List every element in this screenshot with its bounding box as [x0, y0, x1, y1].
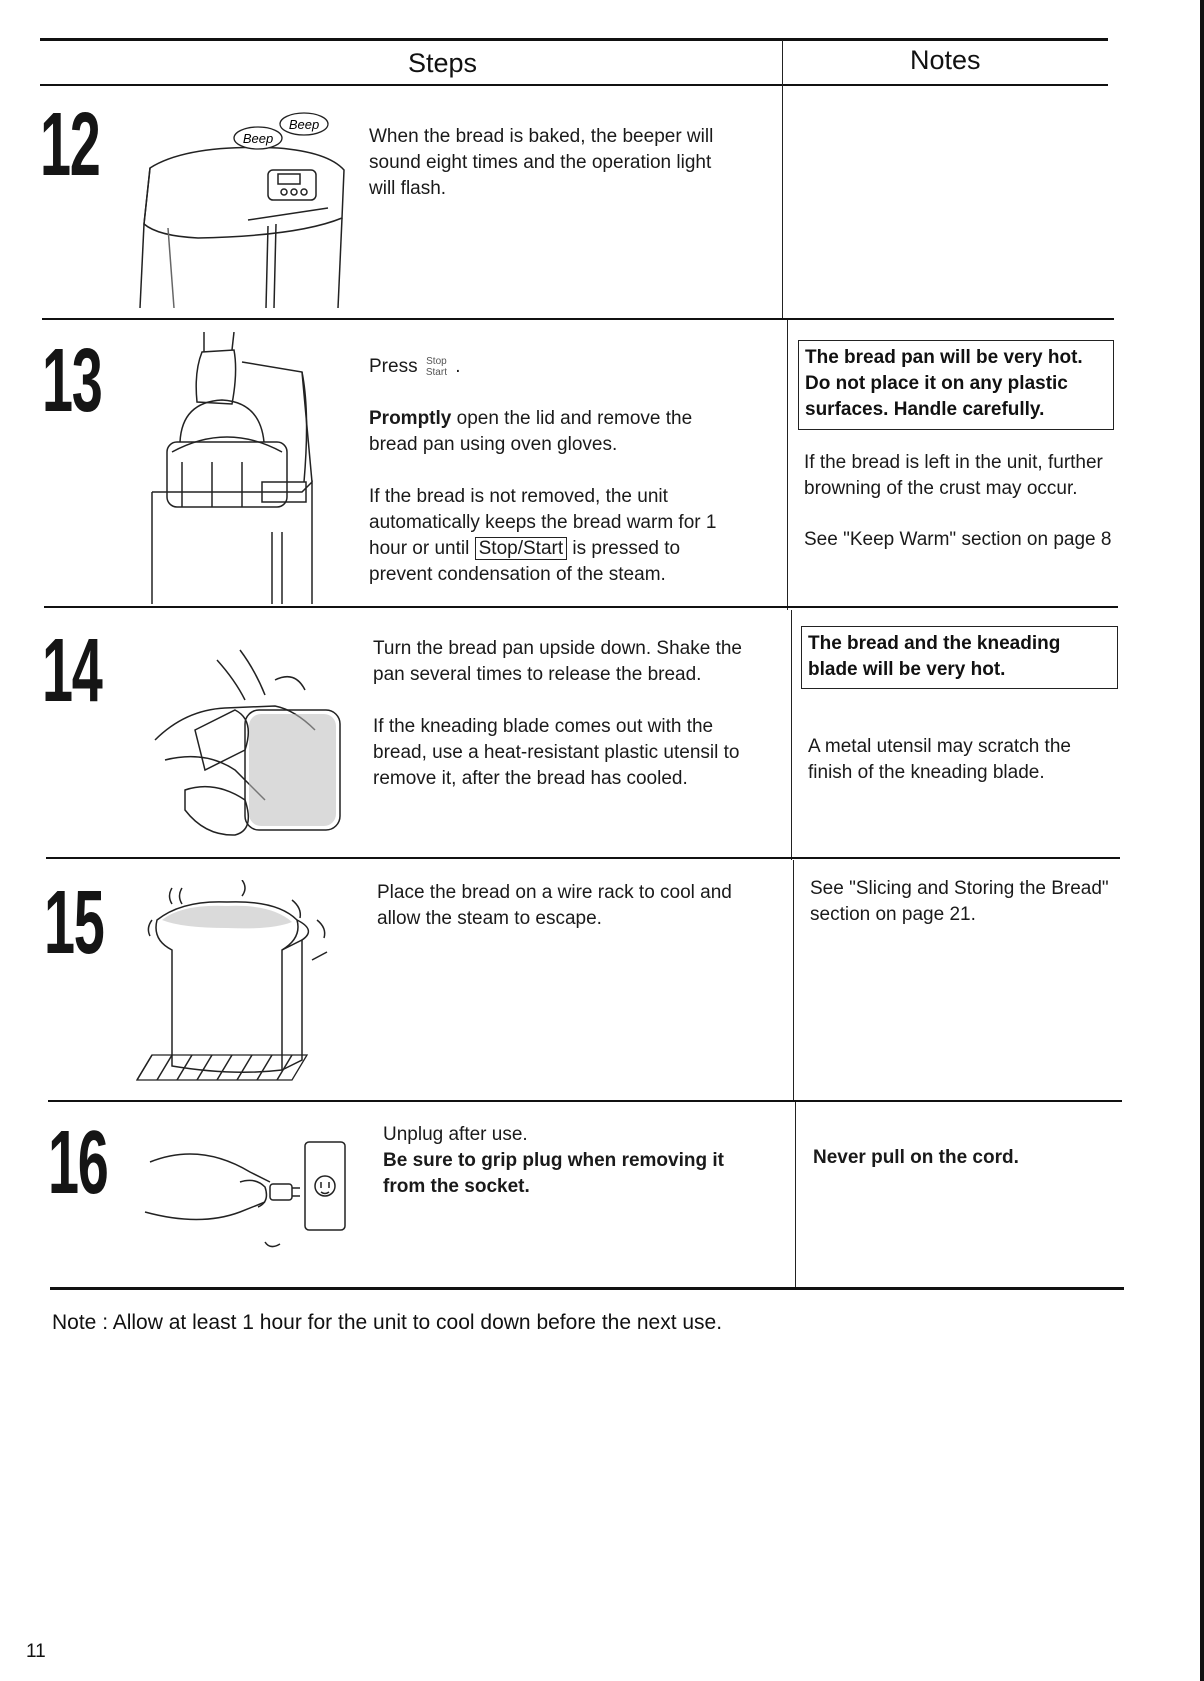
- note-text: See "Keep Warm" section on page 8: [804, 529, 1112, 550]
- stop-start-key: Stop/Start: [475, 537, 568, 560]
- note-text: See "Slicing and Storing the Bread" section on page 21.: [810, 878, 1109, 925]
- stop-icon-bottom: Start: [425, 366, 447, 378]
- step-number: 16: [48, 1113, 108, 1213]
- row-separator: [48, 1100, 1122, 1102]
- step-number: 13: [42, 331, 102, 431]
- step-14-text: [373, 636, 768, 792]
- step-14-paragraph-1: Turn the bread pan upside down. Shake the pan several times to release the bread.: [373, 638, 742, 685]
- step-number: 14: [42, 621, 102, 721]
- step-15-text: [377, 880, 767, 932]
- press-line: Press Stop Start .: [369, 355, 461, 378]
- step-12-text: [369, 124, 739, 202]
- page-edge: [1200, 0, 1204, 1681]
- step-number: 12: [40, 95, 100, 195]
- removing-bread-pan-illustration: [142, 332, 342, 604]
- step-15-paragraph-1: Place the bread on a wire rack to cool and allow the steam to escape.: [377, 882, 732, 929]
- step-13-paragraph-2: [369, 406, 739, 458]
- step-16-text: [383, 1122, 763, 1200]
- stop-icon-top: Stop: [426, 355, 447, 367]
- step-13-paragraph-3b: is pressed to prevent condensation of the steam.: [369, 538, 681, 585]
- column-divider: [795, 1100, 796, 1290]
- step-13-text: [369, 354, 739, 588]
- step-14-paragraph-2: If the kneading blade comes out with the bread, use a heat-resistant plastic utensil to remove it, after the bread has cooled.: [373, 716, 740, 789]
- step-12-paragraph: When the bread is baked, the beeper will sound eight times and the operation light will flash.: [369, 126, 714, 199]
- stop-start-button-icon: [423, 356, 450, 378]
- top-rule: [40, 38, 1108, 41]
- steps-header: Steps: [408, 48, 478, 78]
- promptly-label: Promptly: [369, 408, 452, 429]
- footnote: Note : Allow at least 1 hour for the unit to cool down before the next use.: [52, 1311, 723, 1334]
- page-number: 11: [26, 1641, 46, 1662]
- unplugging-illustration: [140, 1132, 360, 1262]
- notes-header: Notes: [910, 45, 981, 75]
- note-text: A metal utensil may scratch the finish of the kneading blade.: [808, 736, 1071, 783]
- bottom-rule: [50, 1287, 1124, 1290]
- bread-maker-beeping-illustration: [128, 108, 368, 313]
- column-divider: [793, 860, 794, 1100]
- header-rule: [40, 84, 1108, 86]
- column-divider: [787, 320, 788, 610]
- turning-pan-upside-down-illustration: [145, 640, 360, 840]
- row-separator: [42, 318, 1114, 320]
- step-13-paragraph-3: [369, 484, 739, 588]
- beep-label: Beep: [288, 117, 320, 132]
- step-16-paragraph-2: Be sure to grip plug when removing it from the socket.: [383, 1150, 724, 1197]
- warning-box: The bread pan will be very hot. Do not place it on any plastic surfaces. Handle carefully.: [798, 340, 1114, 430]
- step-13-paragraph-3a: If the bread is not removed, the unit automatically keeps the bread warm for 1 hour or until: [369, 486, 717, 559]
- press-label: Press: [369, 356, 418, 377]
- step-number: 15: [44, 873, 104, 973]
- note-text: If the bread is left in the unit, further browning of the crust may occur.: [804, 452, 1103, 499]
- step-16-paragraph-1: Unplug after use.: [383, 1124, 528, 1145]
- warning-box: The bread and the kneading blade will be very hot.: [801, 626, 1118, 689]
- column-divider: [782, 40, 783, 320]
- bread-cooling-on-rack-illustration: [132, 880, 362, 1090]
- beep-bubble: [234, 127, 282, 149]
- row-separator: [46, 857, 1120, 859]
- column-divider: [791, 610, 792, 860]
- step-13-paragraph-2-rest: open the lid and remove the bread pan using oven gloves.: [369, 408, 693, 455]
- beep-bubble: [280, 113, 328, 135]
- beep-label: Beep: [242, 131, 274, 146]
- row-separator: [44, 606, 1118, 608]
- note-text: Never pull on the cord.: [813, 1147, 1019, 1168]
